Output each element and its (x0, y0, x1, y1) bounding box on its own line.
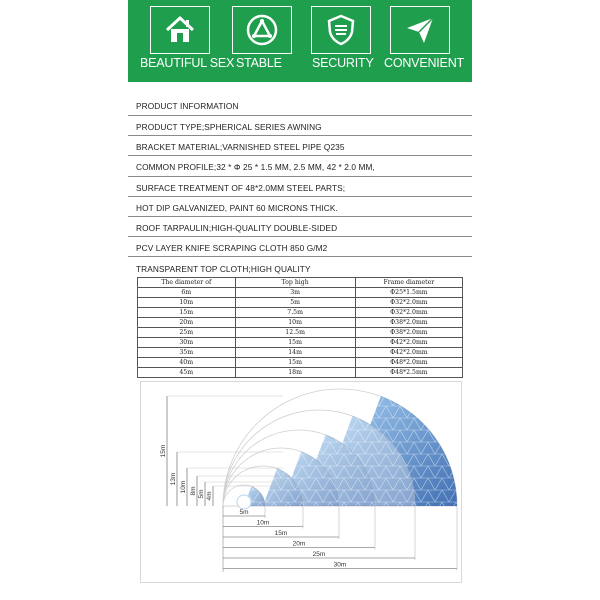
feature-stable (232, 6, 292, 54)
feature-security (311, 6, 371, 54)
spec-line: COMMON PROFILE;32 * Φ 25 * 1.5 MM, 2.5 MM, 42 * 2.0 MM, (136, 162, 375, 172)
table-cell: 15m (235, 358, 355, 368)
table-cell: 15m (138, 308, 236, 318)
spec-line: PCV LAYER KNIFE SCRAPING CLOTH 850 G/M2 (136, 243, 328, 253)
spec-line: ROOF TARPAULIN;HIGH-QUALITY DOUBLE-SIDED (136, 223, 338, 233)
feature-banner (128, 0, 472, 82)
height-dimension-label: 13m (170, 472, 177, 486)
table-row (138, 358, 463, 368)
table-cell: 40m (138, 358, 236, 368)
table-cell: 18m (235, 368, 355, 378)
table-cell: 10m (235, 318, 355, 328)
table-cell: 7.5m (235, 308, 355, 318)
feature-label-stable: STABLE (236, 56, 282, 70)
table-cell: 25m (138, 328, 236, 338)
table-cell: 12.5m (235, 328, 355, 338)
table-row (138, 308, 463, 318)
table-cell: 5m (235, 298, 355, 308)
table-cell: 20m (138, 318, 236, 328)
height-dimension-label: 4m (206, 491, 213, 501)
spec-heading: PRODUCT INFORMATION (136, 101, 239, 111)
feature-label-security: SECURITY (312, 56, 374, 70)
feature-label-beautiful: BEAUTIFUL SEX (140, 56, 235, 70)
divider (128, 196, 472, 197)
width-dimension-label: 15m (274, 530, 288, 537)
col-header-frame-diameter: Frame diameter (355, 278, 462, 288)
table-cell: Φ48*2.0mm (355, 358, 462, 368)
table-cell: 14m (235, 348, 355, 358)
shield-icon (324, 13, 358, 47)
table-cell: Φ42*2.0mm (355, 348, 462, 358)
table-cell: Φ48*2.5mm (355, 368, 462, 378)
table-cell: 35m (138, 348, 236, 358)
col-header-diameter: The diameter of (138, 278, 236, 288)
table-cell: Φ38*2.0mm (355, 328, 462, 338)
spec-line: BRACKET MATERIAL;VARNISHED STEEL PIPE Q235 (136, 142, 345, 152)
feature-convenient (390, 6, 450, 54)
height-dimension-label: 5m (198, 489, 205, 499)
table-cell: Φ32*2.0mm (355, 298, 462, 308)
dome-size-diagram (140, 381, 462, 583)
feature-label-convenient: CONVENIENT (384, 56, 464, 70)
height-dimension-label: 8m (190, 486, 197, 496)
width-dimension-label: 10m (256, 519, 270, 527)
paper-plane-icon (403, 13, 437, 47)
table-row (138, 298, 463, 308)
divider (128, 155, 472, 156)
width-dimension-label: 25m (312, 551, 326, 558)
dome-size-table (137, 277, 463, 378)
table-cell: 10m (138, 298, 236, 308)
width-dimension-label: 30m (333, 561, 347, 569)
table-row (138, 368, 463, 378)
spec-line: SURFACE TREATMENT OF 48*2.0MM STEEL PARTS; (136, 183, 346, 193)
house-icon (163, 13, 197, 47)
width-dimension-label: 20m (292, 540, 306, 548)
table-cell: 6m (138, 288, 236, 298)
table-row (138, 328, 463, 338)
divider (128, 176, 472, 177)
table-row (138, 348, 463, 358)
divider (128, 115, 472, 116)
spec-line: TRANSPARENT TOP CLOTH;HIGH QUALITY (136, 264, 311, 274)
table-cell: 3m (235, 288, 355, 298)
dome-door (237, 495, 251, 509)
divider (128, 135, 472, 136)
table-cell: Φ32*2.0mm (355, 308, 462, 318)
dome-drawing (141, 382, 461, 582)
table-row (138, 318, 463, 328)
triangle-ring-icon (245, 13, 279, 47)
table-cell: Φ25*1.5mm (355, 288, 462, 298)
spec-line: HOT DIP GALVANIZED, PAINT 60 MICRONS THICK. (136, 203, 338, 213)
divider (128, 236, 472, 237)
table-cell: Φ42*2.0mm (355, 338, 462, 348)
divider (128, 216, 472, 217)
table-row (138, 288, 463, 298)
spec-line: PRODUCT TYPE;SPHERICAL SERIES AWNING (136, 122, 322, 132)
height-dimension-label: 15m (160, 444, 167, 458)
table-row (138, 338, 463, 348)
feature-beautiful (150, 6, 210, 54)
table-cell: 30m (138, 338, 236, 348)
table-header-row (138, 278, 463, 288)
table-cell: Φ38*2.0mm (355, 318, 462, 328)
table-cell: 45m (138, 368, 236, 378)
col-header-top-high: Top high (235, 278, 355, 288)
divider (128, 256, 472, 257)
width-dimension-label: 5m (239, 509, 249, 516)
height-dimension-label: 10m (180, 480, 187, 494)
table-cell: 15m (235, 338, 355, 348)
